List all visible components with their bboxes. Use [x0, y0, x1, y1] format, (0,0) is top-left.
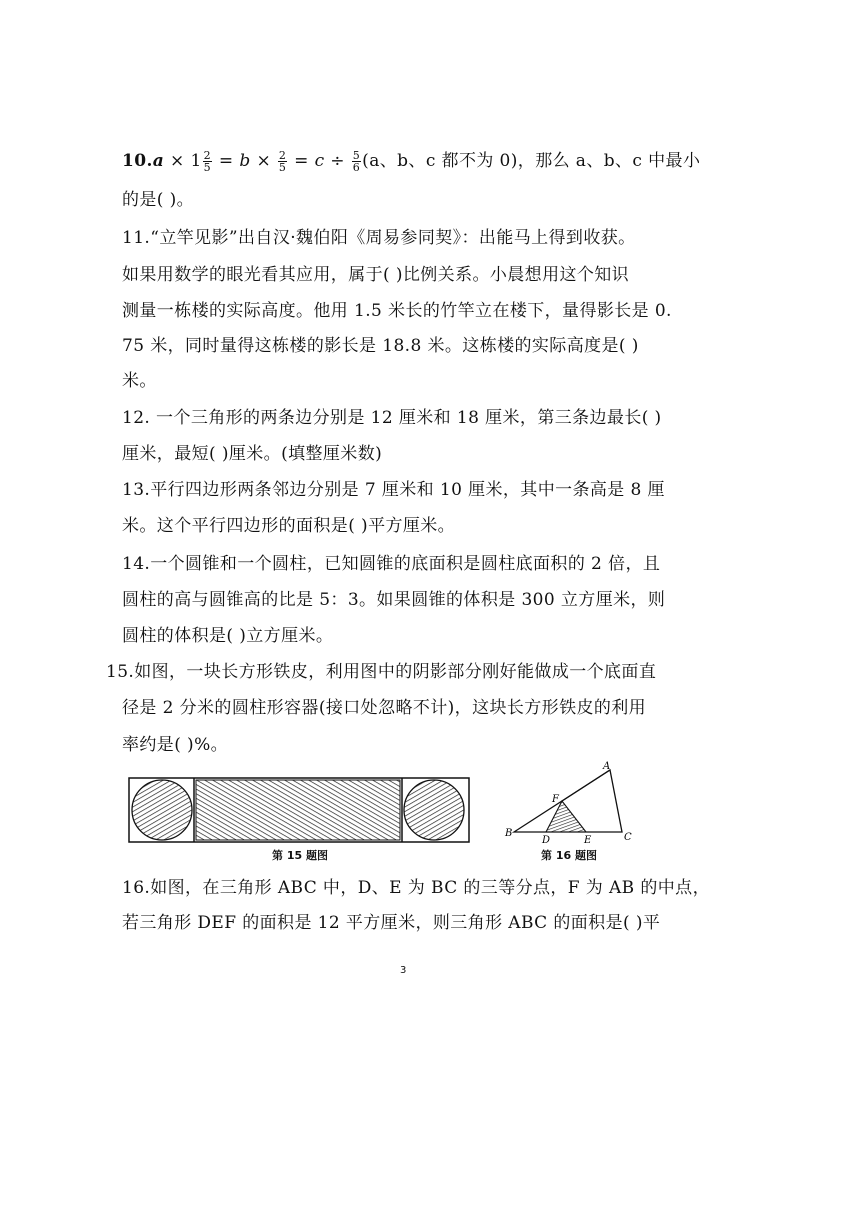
left-circle-base [132, 780, 192, 840]
frac-num: 5 [352, 149, 361, 162]
frac-den: 5 [203, 161, 212, 174]
q10-line-2: 的是( )。 [122, 190, 195, 210]
q15-line-1: 15.如图，一块长方形铁皮，利用图中的阴影部分刚好能做成一个底面直 [106, 662, 657, 682]
q10-line-1 [122, 150, 700, 173]
q13-line-1: 13.平行四边形两条邻边分别是 7 厘米和 10 厘米，其中一条高是 8 厘 [122, 480, 665, 500]
q15-line-2: 径是 2 分米的圆柱形容器(接口处忽略不计)，这块长方形铁皮的利用 [122, 698, 647, 718]
triangle-def [546, 801, 586, 832]
q14-line-2: 圆柱的高与圆锥高的比是 5：3。如果圆锥的体积是 300 立方厘米，则 [122, 590, 666, 610]
frac-den: 5 [278, 161, 287, 174]
q12-line-2: 厘米，最短( )厘米。(填整厘米数) [122, 444, 383, 464]
label-b: B [505, 828, 513, 839]
figure-15-rectangle-sheet [128, 777, 470, 843]
fraction-5-6 [352, 150, 361, 173]
right-circle-base [404, 780, 464, 840]
var-a: a [152, 151, 165, 171]
frac-num: 2 [278, 149, 287, 162]
figure-15-caption: 第 15 题图 [272, 849, 328, 862]
var-b: b [239, 151, 251, 171]
q11-line-3: 测量一栋楼的实际高度。他用 1.5 米长的竹竿立在楼下，量得影长是 0. [122, 301, 672, 321]
q14-line-1: 14.一个圆锥和一个圆柱，已知圆锥的底面积是圆柱底面积的 2 倍，且 [122, 554, 661, 574]
q10-text: (a、b、c 都不为 0)，那么 a、b、c 中最小 [362, 151, 701, 171]
label-a: A [603, 761, 611, 772]
q14-line-3: 圆柱的体积是( )立方厘米。 [122, 626, 334, 646]
fraction-2-5-a [203, 150, 212, 173]
var-c: c [314, 151, 325, 171]
q10-eq-1: = [213, 151, 240, 171]
q11-line-5: 米。 [122, 371, 157, 391]
frac-num: 2 [203, 149, 212, 162]
q10-div: ÷ [324, 151, 351, 171]
q13-line-2: 米。这个平行四边形的面积是( )平方厘米。 [122, 516, 456, 536]
fraction-2-5-b [278, 150, 287, 173]
q11-line-4: 75 米，同时量得这栋楼的影长是 18.8 米。这栋楼的实际高度是( ) [122, 336, 639, 356]
label-c: C [624, 832, 632, 843]
figure-16-triangle [502, 760, 642, 844]
q16-line-1: 16.如图，在三角形 ABC 中，D、E 为 BC 的三等分点，F 为 AB 的中点， [122, 878, 710, 898]
label-f: F [552, 794, 559, 805]
page-number: 3 [400, 965, 407, 976]
q16-line-2: 若三角形 DEF 的面积是 12 平方厘米，则三角形 ABC 的面积是( )平 [122, 913, 661, 933]
q15-line-3: 率约是( )%。 [122, 735, 229, 755]
q11-line-2: 如果用数学的眼光看其应用，属于( )比例关系。小晨想用这个知识 [122, 265, 630, 285]
q11-line-1: 11.“立竿见影”出自汉·魏伯阳《周易参同契》：出能马上得到收获。 [122, 228, 636, 248]
q10-number: 10. [122, 151, 153, 171]
q10-times-1: × 1 [164, 151, 202, 171]
label-e: E [584, 835, 592, 844]
q10-times-2: × [250, 151, 277, 171]
frac-den: 6 [352, 161, 361, 174]
label-d: D [542, 835, 551, 844]
lateral-surface [196, 780, 400, 840]
figure-16-caption: 第 16 题图 [541, 849, 597, 862]
q12-line-1: 12. 一个三角形的两条边分别是 12 厘米和 18 厘米，第三条边最长( ) [122, 408, 662, 428]
q10-eq-2: = [288, 151, 315, 171]
